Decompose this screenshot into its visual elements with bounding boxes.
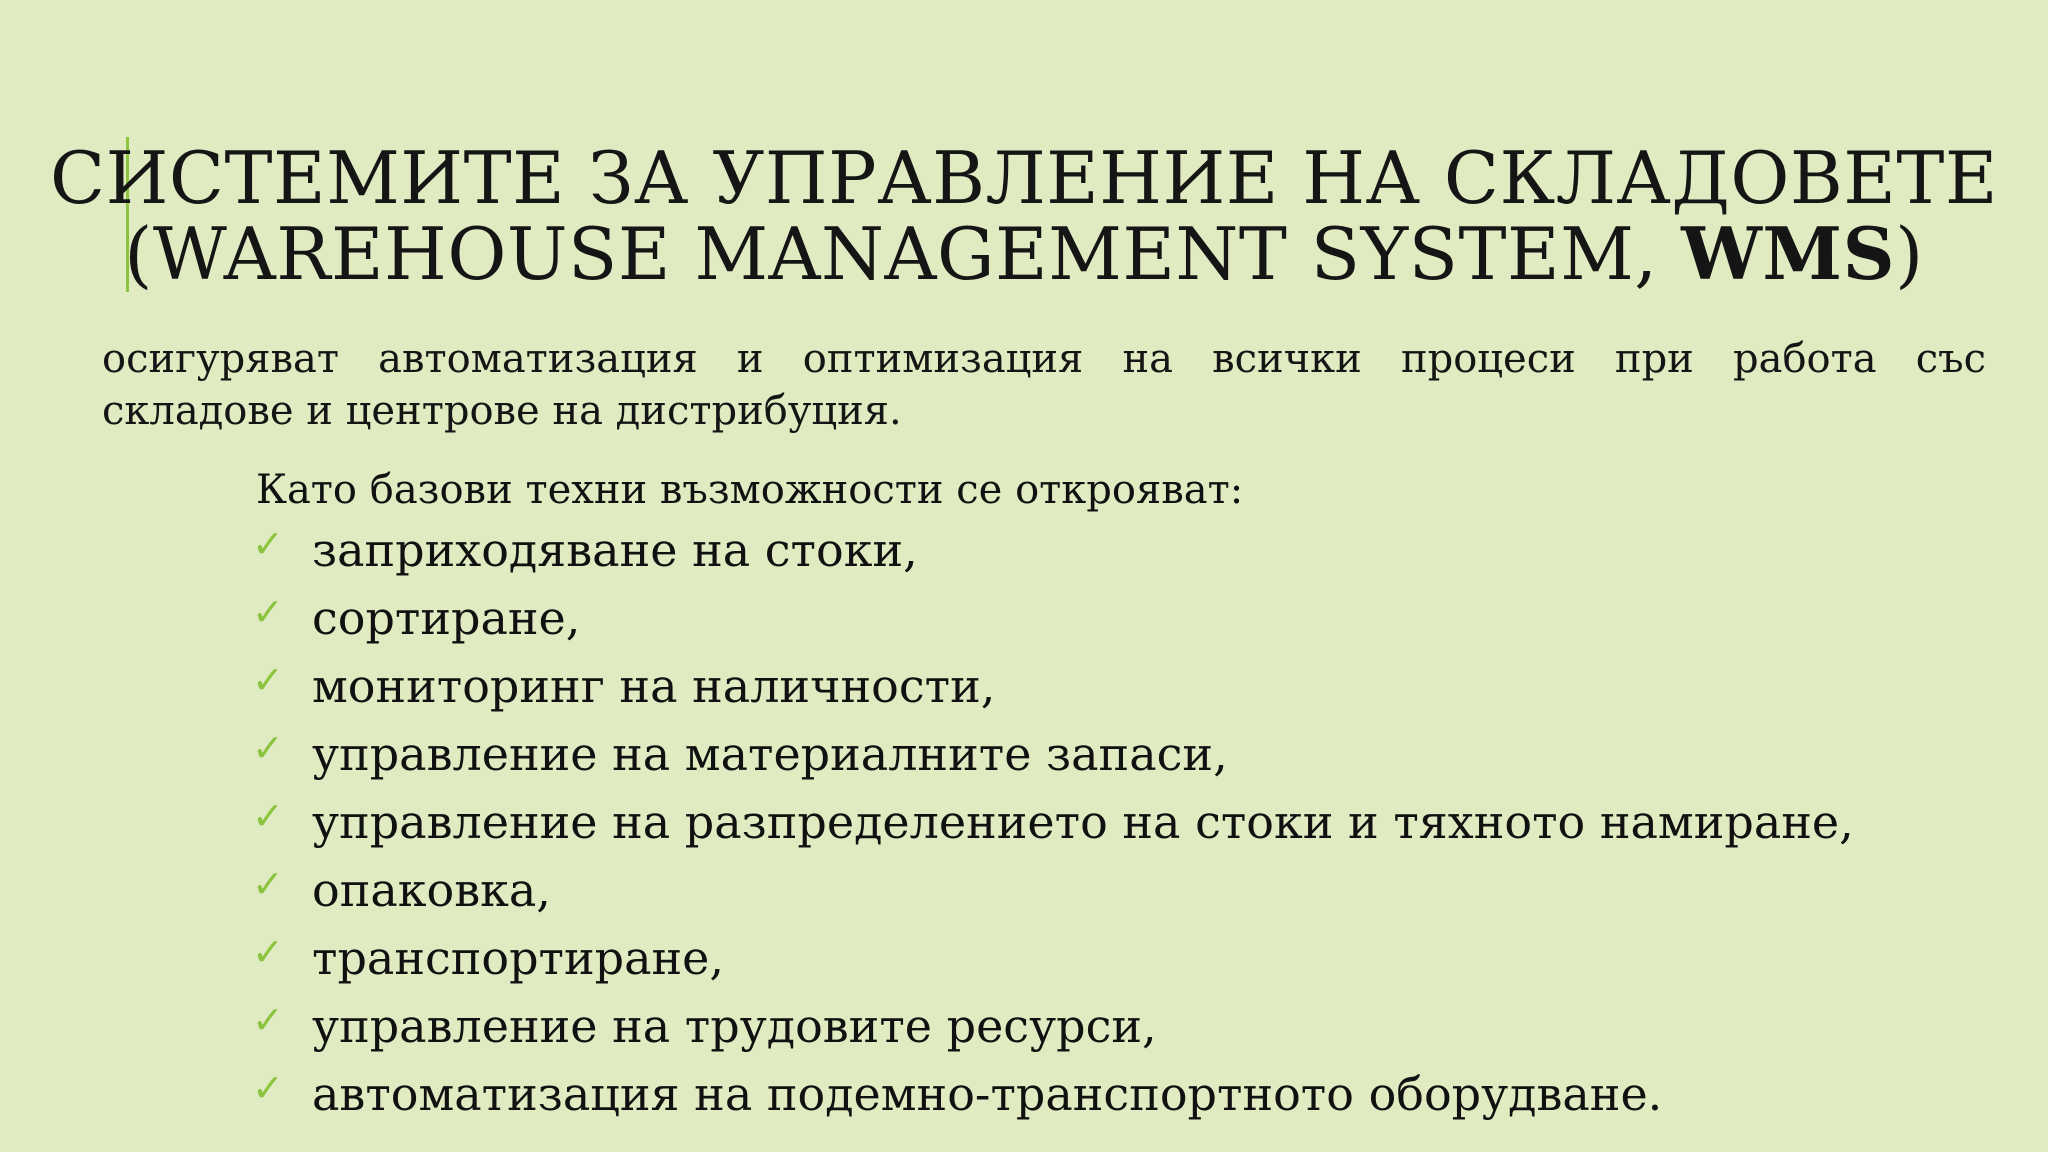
list-item xyxy=(252,1064,1854,1132)
check-mark-icon: ✓ xyxy=(252,590,284,634)
title-acronym: WMS xyxy=(1681,211,1896,296)
list-item-text: заприходяване на стоки, xyxy=(312,523,918,577)
title-line-1: СИСТЕМИТЕ ЗА УПРАВЛЕНИЕ НА СКЛАДОВЕТЕ xyxy=(50,136,1998,220)
check-mark-icon: ✓ xyxy=(252,930,284,974)
list-item xyxy=(252,792,1854,860)
list-item-text: управление на материалните запаси, xyxy=(312,727,1228,781)
intro-paragraph xyxy=(102,333,1986,437)
list-item xyxy=(252,656,1854,724)
list-item xyxy=(252,928,1854,996)
intro-line-1: осигуряват автоматизация и оптимизация на всички процеси при работа със xyxy=(102,336,1986,382)
list-item xyxy=(252,588,1854,656)
list-item xyxy=(252,860,1854,928)
title-line-2-suffix: ) xyxy=(1895,212,1924,296)
feature-list xyxy=(252,520,1854,1132)
list-item-text: мониторинг на наличности, xyxy=(312,659,996,713)
list-item xyxy=(252,520,1854,588)
check-mark-icon: ✓ xyxy=(252,658,284,702)
list-item-text: управление на разпределението на стоки и тяхното намиране, xyxy=(312,795,1854,849)
slide-title xyxy=(40,136,2008,296)
list-item xyxy=(252,996,1854,1064)
check-mark-icon: ✓ xyxy=(252,522,284,566)
check-mark-icon: ✓ xyxy=(252,1066,284,1110)
list-item-text: транспортиране, xyxy=(312,931,725,985)
title-line-2 xyxy=(40,211,2008,296)
list-item-text: сортиране, xyxy=(312,591,581,645)
list-lead-text: Като базови техни възможности се открояват: xyxy=(256,467,1244,513)
check-mark-icon: ✓ xyxy=(252,862,284,906)
list-item-text: автоматизация на подемно-транспортното оборудване. xyxy=(312,1067,1663,1121)
title-line-2-prefix: (WAREHOUSE MANAGEMENT SYSTEM, xyxy=(124,212,1682,296)
check-mark-icon: ✓ xyxy=(252,726,284,770)
list-item-text: опаковка, xyxy=(312,863,551,917)
list-item xyxy=(252,724,1854,792)
check-mark-icon: ✓ xyxy=(252,998,284,1042)
intro-line-2: складове и центрове на дистрибуция. xyxy=(102,388,902,434)
check-mark-icon: ✓ xyxy=(252,794,284,838)
list-item-text: управление на трудовите ресурси, xyxy=(312,999,1157,1053)
